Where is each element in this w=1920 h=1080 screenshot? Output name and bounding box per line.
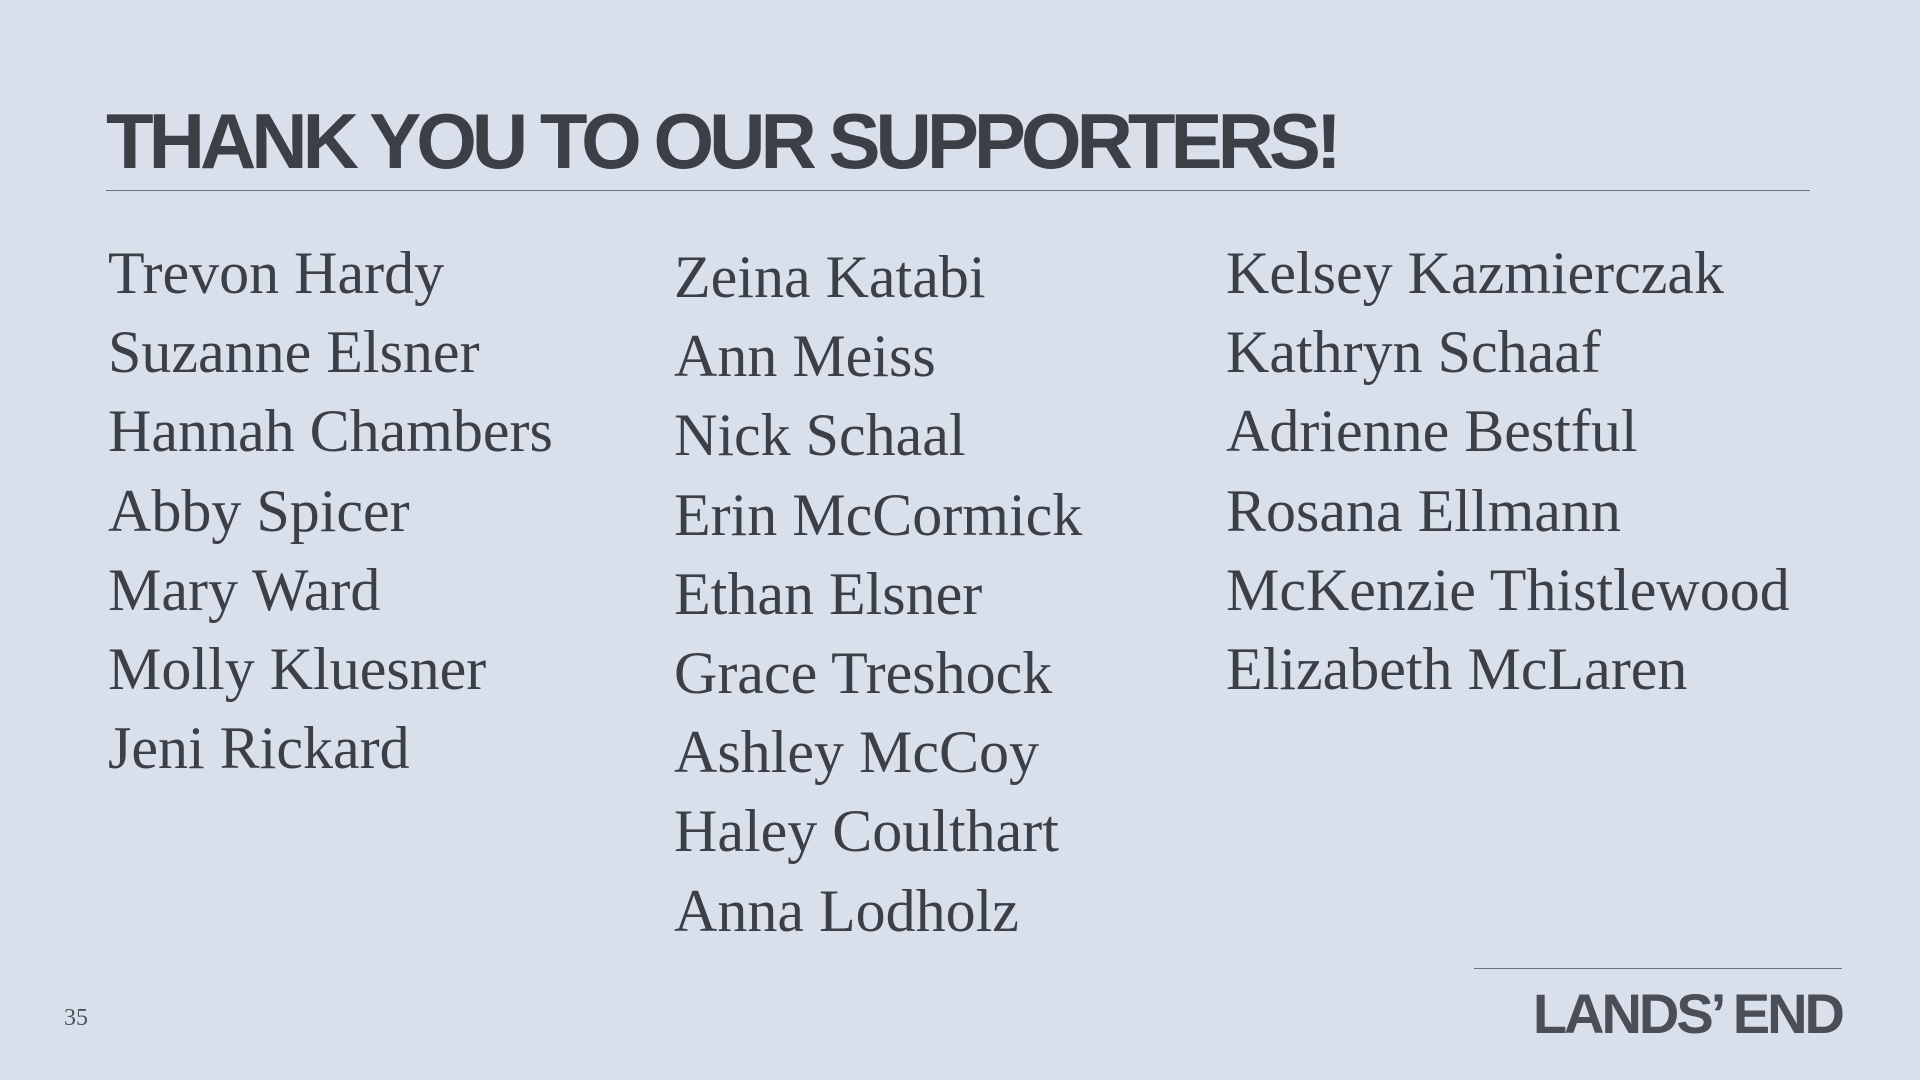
supporter-name: Suzanne Elsner <box>108 319 480 386</box>
supporter-name: Nick Schaal <box>674 402 966 469</box>
supporter-name: Zeina Katabi <box>674 244 986 310</box>
supporter-name: Ann Meiss <box>674 323 936 390</box>
supporter-name: Molly Kluesner <box>108 636 487 703</box>
supporter-name: Ashley McCoy <box>674 719 1039 786</box>
supporter-name: Trevon Hardy <box>108 240 445 306</box>
supporters-column-2 <box>674 238 1082 951</box>
supporter-name: Erin McCormick <box>674 481 1083 548</box>
supporter-name: Grace Treshock <box>674 640 1053 707</box>
supporter-name: Ethan Elsner <box>674 560 983 627</box>
lands-end-logo: LANDS’ END <box>1532 982 1842 1045</box>
supporters-column-3 <box>1226 234 1790 709</box>
supporter-name: McKenzie Thistlewood <box>1226 556 1790 623</box>
page-number: 35 <box>64 1005 88 1031</box>
supporter-name: Mary Ward <box>108 556 381 623</box>
supporter-name: Elizabeth McLaren <box>1226 636 1688 703</box>
supporter-name: Anna Lodholz <box>674 877 1019 944</box>
supporter-name: Adrienne Bestful <box>1226 398 1638 465</box>
supporter-name: Kathryn Schaaf <box>1226 319 1601 386</box>
supporter-name: Kelsey Kazmierczak <box>1226 240 1725 306</box>
supporter-name: Abby Spicer <box>108 477 410 544</box>
supporters-column-1 <box>108 234 553 788</box>
supporter-name: Haley Coulthart <box>674 798 1059 865</box>
slide-title: THANK YOU TO OUR SUPPORTERS! <box>106 97 1337 185</box>
logo-divider <box>1474 968 1842 969</box>
supporter-name: Hannah Chambers <box>108 398 553 465</box>
title-divider <box>106 190 1810 191</box>
supporter-name: Rosana Ellmann <box>1226 477 1621 544</box>
supporter-name: Jeni Rickard <box>108 715 410 782</box>
